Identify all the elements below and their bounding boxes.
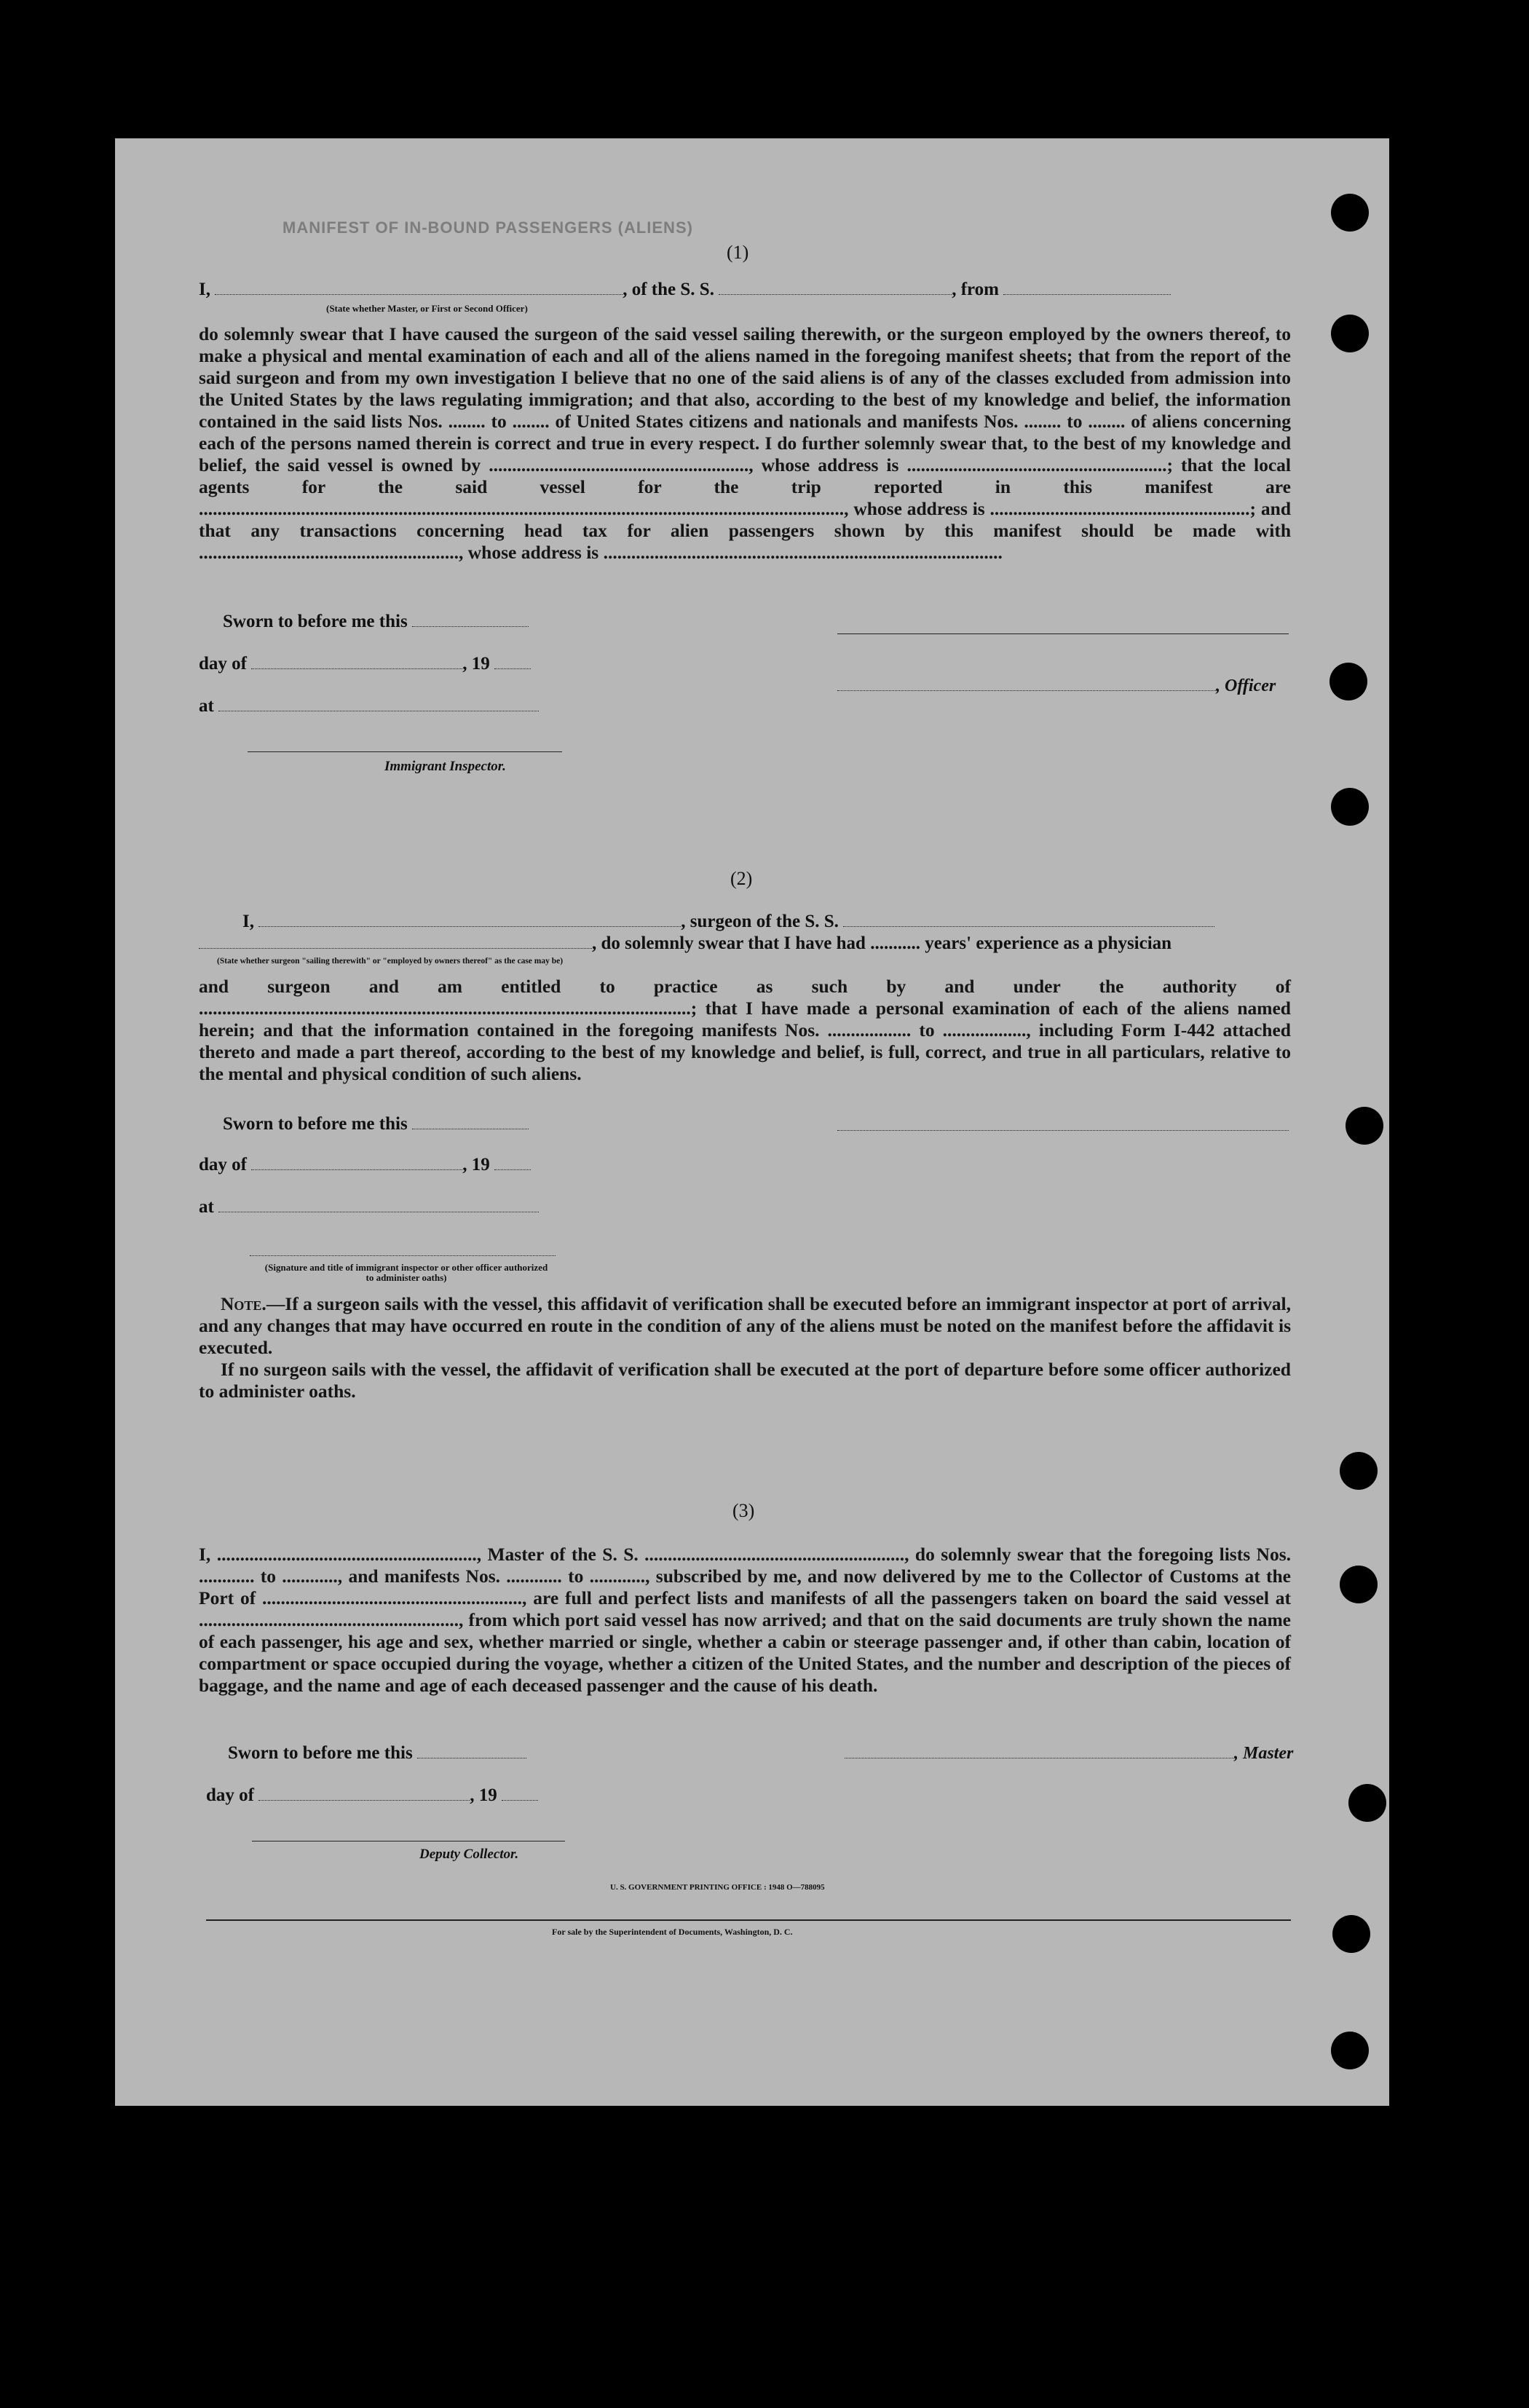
binder-hole [1332,1915,1370,1953]
section2-inspector-line [250,1255,556,1256]
section2-note2: If no surgeon sails with the vessel, the affidavit of verification shall be executed at the port of departure before some officer authorized to administer oaths. [199,1359,1291,1402]
section2-line1: I, , surgeon of the S. S. [242,912,1298,932]
officer-label: , Officer [1216,676,1276,695]
gpo-imprint: U. S. GOVERNMENT PRINTING OFFICE : 1948 O—788095 [610,1883,825,1892]
binder-hole [1331,194,1369,232]
inspector-signature-line [248,751,562,752]
section3-oath-text: I, ........................................................, Master of the S. S. ........................................................, do solemnly swear that the foregoing lists Nos. ............ to ............, and manifests Nos. ............ to ............, subscribed by me, and now delivered by me to the Collector of Customs at the Port of ........................................................, are full and perfect lists and manifests of all the passengers taken on board the said vessel at ........................................................, from which port said vessel has now arrived; and that on the said documents are truly shown the name of each passenger, his age and sex, whether married or single, whether a cabin or steerage passenger and, if other than cabin, location of compartment or space occupied during the voyage, whether a citizen of the United States, and the number and description of the pieces of baggage, and the name and age of each deceased passenger and the cause of his death. [199,1544,1291,1696]
section1-of-ss: , of the S. S. [623,280,714,299]
section1-sworn: Sworn to before me this [223,612,529,632]
section2-oath-text: and surgeon and am entitled to practice as such by and under the authority of ..........................................................................................................; that I have made a personal examination of each of the aliens named herein; and that the information contained in the foregoing manifests Nos. .................. to .................., including Form I-442 attached thereto and made a part thereof, according to the best of my knowledge and belief, is full, correct, and true in all particulars, relative to the mental and physical condition of such aliens. [199,976,1291,1084]
footer-rule [206,1919,1291,1921]
section1-number: (1) [727,242,749,263]
section2-signature-line [837,1130,1289,1131]
form-page [115,138,1389,2106]
inspector-label: Immigrant Inspector. [384,759,506,774]
binder-hole [1331,788,1369,826]
section3-sworn: Sworn to before me this [228,1743,526,1764]
section1-at: at [199,696,539,717]
sale-notice: For sale by the Superintendent of Documents, Washington, D. C. [552,1927,793,1937]
binder-hole [1340,1566,1378,1603]
deputy-label: Deputy Collector. [419,1847,519,1862]
section2-caption: (State whether surgeon "sailing therewith" or "employed by owners thereof" as the case may be) [217,957,564,966]
section2-sworn: Sworn to before me this [223,1114,529,1134]
section3-number: (3) [732,1500,755,1521]
section1-from: , from [952,280,999,299]
section1-oath-text: do solemnly swear that I have caused the surgeon of the said vessel sailing therewith, or the surgeon employed by the owners thereof, to make a physical and mental examination of each and all of the aliens named in the foregoing manifest sheets; that from the report of the said surgeon and from my own investigation I believe that no one of the said aliens is of any of the classes excluded from admission into the United States by the laws regulating immigration; and that also, according to the best of my knowledge and belief, the information contained in the said lists Nos. ........ to ........ of United States citizens and nationals and manifests Nos. ........ to ........ of aliens concerning each of the persons named therein is correct and true in every respect. I do further solemnly swear that, to the best of my knowledge and belief, the said vessel is owned by ........................................................, whose address is ........................................................; that the local agents for the said vessel for the trip reported in this manifest are ..........................................................................................................................................., whose address is ........................................................; and that any transactions concerning head tax for alien passengers shown by this manifest should be made with ........................................................, whose address is ...................................................................................... [199,323,1291,563]
section2-line2: , do solemnly swear that I have had ........... years' experience as a physician [199,933,1298,954]
binder-hole [1340,1452,1378,1490]
binder-hole [1330,663,1367,700]
section1-i: I, [199,280,210,299]
header-stamp: MANIFEST OF IN-BOUND PASSENGERS (ALIENS) [283,218,693,237]
binder-hole [1348,1784,1386,1822]
section2-note: Note.—If a surgeon sails with the vessel, this affidavit of verification shall be executed before an immigrant inspector at port of arrival, and any changes that may have occurred en route in the condition of any of the aliens must be noted on the manifest before the affidavit is executed. [199,1293,1291,1358]
binder-hole [1331,315,1369,352]
section2-sig-caption: (Signature and title of immigrant inspector or other officer authorized to administer oaths) [264,1262,548,1283]
binder-hole [1346,1107,1383,1145]
section1-officer-line [837,676,1276,696]
officer-signature-line [837,633,1289,634]
section3-day: day of , 19 [206,1785,538,1806]
section2-day: day of , 19 [199,1155,531,1175]
section1-caption: (State whether Master, or First or Second Officer) [326,303,528,314]
section2-at: at [199,1197,539,1217]
section2-number: (2) [730,868,753,889]
section1-line1 [199,280,1298,300]
section3-master-line [845,1743,1293,1764]
master-label: , Master [1234,1744,1294,1763]
section1-day: day of , 19 [199,654,531,674]
binder-hole [1331,2032,1369,2069]
